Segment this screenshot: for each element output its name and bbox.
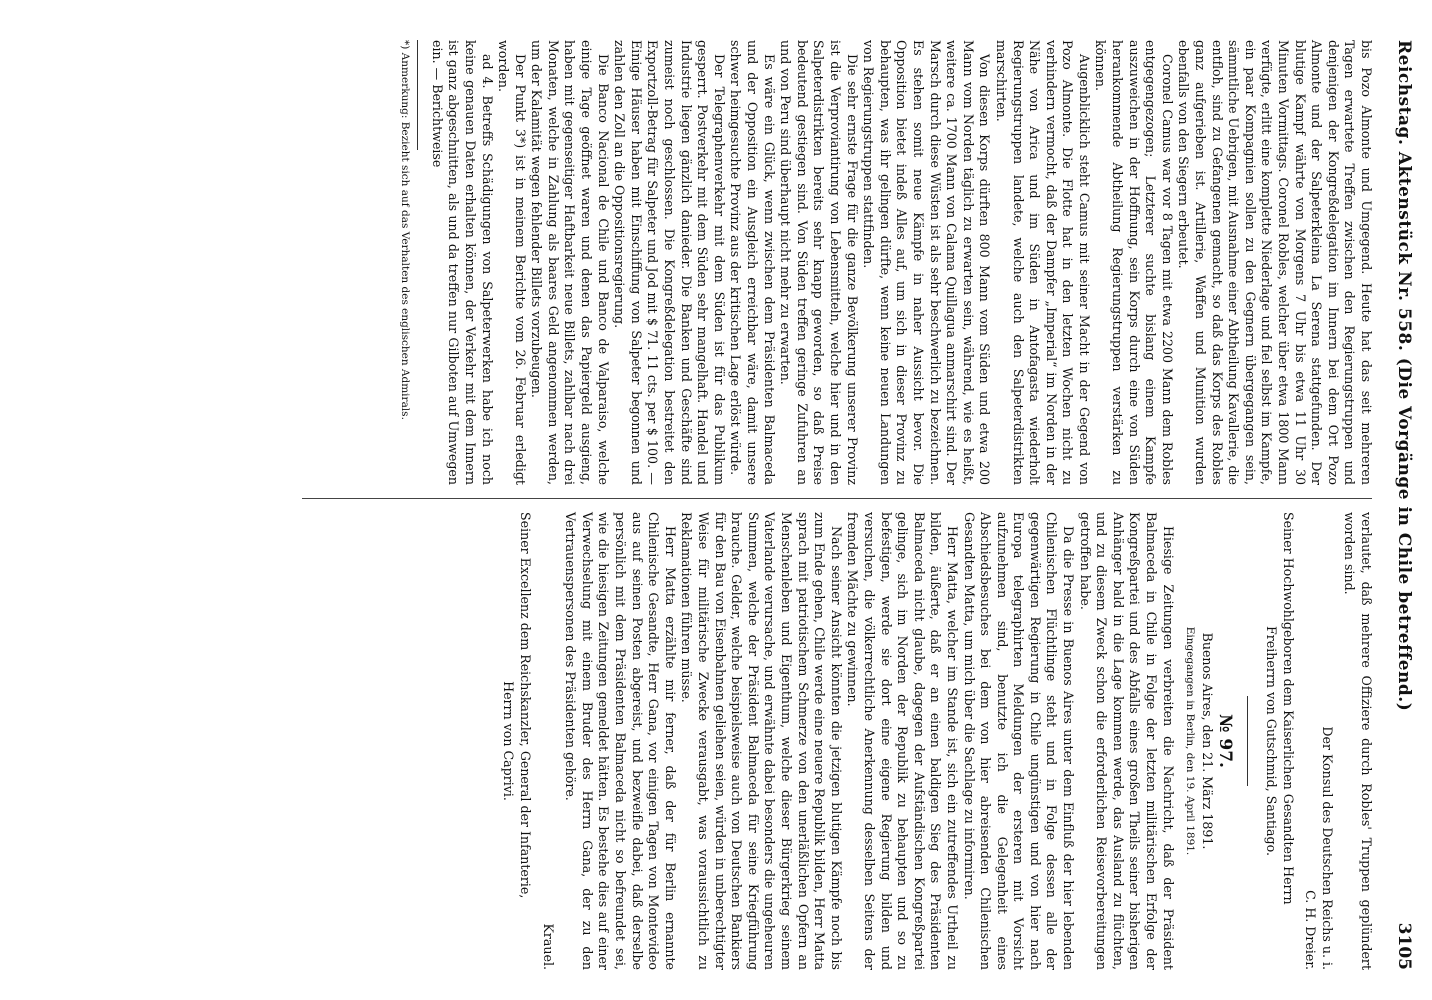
- addressee-line: Seiner Hochwohlgeboren dem Kaiserlichen Gesandten Herrn: [1280, 512, 1296, 905]
- dateline: Buenos Aires, den 21. März 1891.: [1199, 632, 1215, 850]
- paragraph: Herr Matta, welcher im Stande ist, sich ein zutreffendes Urtheil zu bilden, äußerte, daß er an einen baldigen Sieg des Präsidenten Balmaceda nicht glaube, dagegen der Aufständischen Kongreßpartei gelinge, sich im Norden der Republik zu behaupten und so zu befestigen, werde sie dort eine eigene Regierung bilden und versuchen, die völkerrechtliche Anerkennung desselben Seitens der fremden Mächte zu gewinnen.: [845, 512, 960, 970]
- paragraph: ad 4. Betreffs Schädigungen von Salpeterwerken habe ich noch keine genauen Daten erhalten können, der Verkehr mit dem Innern ist ganz abgeschnitten, als und da treffen nur Gilboten auf Umwegen ein. — Berichtweise: [429, 40, 495, 485]
- received-note: Eingegangen in Berlin, den 19. April 1891.: [1184, 626, 1197, 856]
- paragraph: Hiesige Zeitungen verbreiten die Nachricht, daß der Präsident Balmaceda in Chile in Folge der letzten militärischen Erfolge der Kongreßpartei und des Abfalls eines großen Theils seiner bisherigen Anhänger bald in die Lage kommen werde, das Ausland zu flüchten, und zu diesem Zweck schon die erforderlichen Reisevorbereitungen getroffen habe.: [1077, 512, 1176, 970]
- paragraph: Der Punkt 3*) ist in meinem Berichte vom 26. Februar erledigt worden.: [496, 40, 528, 485]
- paragraph: Nach seiner Ansicht könnten die jetzigen blutigen Kämpfe noch bis zum Ende gehen, Chile werde eine neuere Republik bilden, Herr Matta sprach mit patriotischem Schmerze von den unerläßlichen Opfern an Menschenleben und Eigenthum, welche dieser Bürgerkrieg seinem Vaterlande verursache, und erwähnte dabei besonders die ungeheuren Summen, welche der Präsident Balmaceda für seine Kriegführung brauche. Gelder, welche beispielsweise auch von Deutschen Bankiers für den Bau von Eisenbahnen geliehen seien, würden in unberechtigter Weise für militärische Zwecke verausgabt, was voraussichtlich zu Reklamationen führen müsse.: [679, 512, 844, 970]
- paragraph: Herr Matta erzählte mir ferner, daß der für Berlin ernannte Chilenische Gesandte, Herr Gana, vor einigen Tagen von Montevideo aus auf seinen Posten abgereist, und bezweifle dabei, daß derselbe persönlich mit dem Präsidenten Balmaceda nicht so befreundet sei, wie die hiesigen Zeitungen gemeldet hätten. Es bestehe dies auf einer Verwechselung mit einem Bruder des Herrn Gana, der zu den Vertrauenspersonen des Präsidenten gehöre.: [563, 512, 678, 970]
- paragraph: Da die Presse in Buenos Aires unter dem Einfluß der hier lebenden Chilenischen Flüchtlinge steht und in Folge dessen alle der gegenwärtigen Regierung in Chile ungünstigen und von hier nach Europa telegraphirten Meldungen der ersteren mit Vorsicht aufzunehmen sind, benutzte ich die Gelegenheit eines Abschiedsbesuches bei dem von hier abreisenden Chilenischen Gesandten Matta, um mich über die Sachlage zu informiren.: [961, 512, 1077, 970]
- left-column: [397, 40, 1374, 485]
- running-title: Reichstag. Aktenstück Nr. 558. (Die Vorgänge in Chile betreffend.): [1394, 40, 1414, 712]
- paragraph: bis Pozo Almonte und Umgegend. Heute hat das seit mehreren Tagen erwartete Treffen zwischen den Regierungstruppen und denjenigen der Kongreßdelegation im Innern bei dem Ort Pozo Almonte und der Salpeterkleina La Serena stattgefunden. Der blutige Kampf währte von Morgens 7 Uhr bis etwa 11 Uhr 30 Minuten Vormittags. Coronel Robles, welcher über etwa 1800 Mann verfügte, erlitt eine komplette Niederlage und fiel selbst im Kampfe, ein paar Kompagnien sollen zu den Gegnern übergegangen sein, sämmtliche Uebrigen, mit Ausnahme einer Abtheilung Kavallerie, die entfloh, sind zu Gefangenen gemacht, so daß das Korps des Robles ganz aufgerieben ist. Artillerie, Waffen und Munition wurden ebenfalls von den Siegern erbeutet.: [1176, 40, 1374, 485]
- right-column: [500, 512, 1374, 970]
- paragraph: Es wäre ein Glück, wenn zwischen dem Präsidenten Balmaceda und der Opposition ein Ausgleich erreichbar wäre, damit unsere schwer heimgesuchte Provinz aus der kritischen Lage erlöst würde.: [728, 40, 777, 485]
- footnote: *) Anmerkung: Bezieht sich auf das Verhalten des englischen Admirals.: [399, 40, 412, 420]
- signature-name: Krauel.: [540, 923, 556, 970]
- paragraph: Die Banco Nacional de Chile und Banco de Valparaiso, welche einige Tage geöffnet waren und denen das Papiergeld ausgieng, haben mit gegenseitiger Haftbarkeit neue Billets, zahlbar nach drei Monaten, welche in Zahlung als baares Geld angenommen werden, um der Kalamität wegen fehlender Billets vorzubeugen.: [529, 40, 611, 485]
- addressee-line: Seiner Excellenz dem Reichskanzler, General der Infanterie,: [518, 512, 534, 899]
- column-divider: [302, 498, 1372, 499]
- addressee-line: Herrn von Caprivi.: [501, 681, 517, 801]
- addressee-line: Freiherrn von Gutschmid, Santiago.: [1264, 626, 1280, 856]
- paragraph: Der Telegraphenverkehr mit dem Süden ist für das Publikum gesperrt. Postverkehr mit dem Süden sehr mangelhaft. Handel und Industrie liegen gänzlich danieder. Die Banken und Geschäfte sind zumeist noch geschlossen. Die Kongreßdelegation bestreitet den Exportzoll-Betrag für Salpeter und Jod mit $ 71. 11 cts. per $ 100. — Einige Häuser haben mit Einschiffung von Salpeter begonnen und zahlen den Zoll an die Oppositionsregierung.: [612, 40, 727, 485]
- paragraph: verlautet, daß mehrere Offiziere durch Robles' Truppen geplündert worden sind.: [1342, 512, 1374, 970]
- signature-name: C. H. Dreier.: [1303, 890, 1319, 970]
- paragraph: Von diesen Korps dürften 800 Mann vom Süden und etwa 200 Mann vom Norden täglich zu erwarten sein, während, wie es heißt, weitere ca. 1700 Mann von Calama Quillagua anmarschirt sind. Der Marsch durch diese Wüsten ist als sehr beschwerlich zu bezeichnen. Es stehen somit neue Kämpfe in naher Aussicht bevor. Die Opposition bietet indeß Alles auf, um sich in dieser Provinz zu behaupten, was ihr gelingen dürfte, wenn keine neuen Landungen von Regierungstruppen stattfinden.: [861, 40, 993, 485]
- paragraph: Coronel Camus war vor 8 Tagen mit etwa 2200 Mann dem Robles entgegengezogen; Letzterer suchte bislang einem Kampfe auszuweichen in der Hoffnung, sein Korps durch eine von Süden herankommende Abtheilung Regierungstruppen verstärken zu können.: [1093, 40, 1175, 485]
- paragraph: Augenblicklich steht Camus mit seiner Macht in der Gegend von Pozo Almonte. Die Flotte hat in den letzten Wochen nicht zu verhindern vermocht, daß der Dampfer „Imperial“ im Norden in der Nähe von Arica und im Süden in Antofagasta wiederholt Regierungstruppen landete, welche auch den Salpeterdistrikten marschirten.: [993, 40, 1092, 485]
- document-number: № 97.: [1215, 714, 1236, 768]
- page-header: [1388, 40, 1418, 970]
- footnote-divider: [417, 40, 418, 150]
- section-divider: [1247, 696, 1248, 786]
- page-number: 3105: [1394, 922, 1414, 970]
- paragraph: Die sehr ernste Frage für die ganze Bevölkerung unserer Provinz ist die Verproviantirung von Lebensmitteln, welche hier und in den Salpeterdistrikten bereits sehr knapp geworden, so daß Preise bedeutend gestiegen sind. Von Süden treffen geringe Zufuhren an und von Peru sind überhaupt nicht mehr zu erwarten.: [778, 40, 860, 485]
- signature-title: Der Konsul des Deutschen Reichs u. i.: [1319, 726, 1335, 970]
